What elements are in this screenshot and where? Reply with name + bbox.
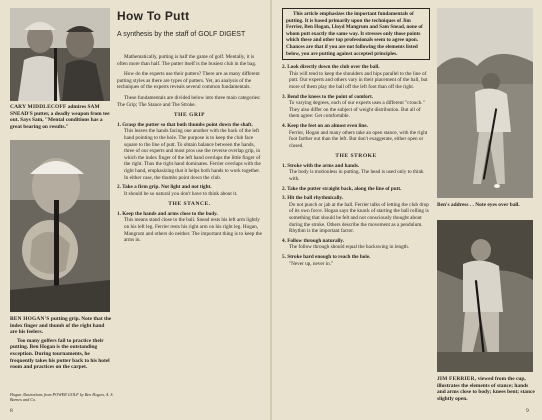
stroke-item	[282, 254, 430, 267]
stroke-item-lead: 2. Take the putter straight back, along the line of putt.	[282, 185, 402, 192]
stance-item-body: This will tend to keep the shoulders and hips parallel to the line of putt. Our experts and others vary in their placement of the ball, but more of them play the ball off the left foot than off the right.	[289, 70, 428, 90]
section-heading-stroke: THE STROKE	[335, 153, 377, 160]
article-title: How To Putt	[117, 9, 190, 23]
grip-item-lead: 2. Take a firm grip. Not light and not tight.	[117, 184, 212, 191]
stance-item	[282, 94, 430, 120]
stance-item-body: Ferrier, Hogan and many others take an open stance, with the right foot farther out than the left. But don't exaggerate, either open or closed.	[289, 129, 428, 149]
stroke-item-lead: 3. Hit the ball rhythmically.	[282, 195, 344, 202]
grip-item	[117, 184, 262, 197]
photo-hogan-grip	[10, 140, 110, 312]
stance-item	[282, 123, 430, 149]
caption-ferrier-text: viewed from the cup, illustrates the elements of stance; hands and arms close to body; knees bent; stance slightly open.	[437, 376, 535, 402]
stance-item	[282, 64, 430, 90]
grip-item-body: It should be so natural you don't have to think about it.	[124, 190, 238, 197]
stroke-item	[282, 163, 430, 183]
stroke-item	[282, 195, 430, 235]
stroke-item-lead: 5. Stroke hard enough to reach the hole.	[282, 254, 371, 260]
stroke-item	[282, 186, 430, 193]
stance-item-lead: 3. Bend the knees to the point of comfort.	[282, 93, 374, 100]
caption-middlecoff-name: CARY MIDDLECOFF	[10, 104, 67, 110]
caption-hogan-more: Too many golfers fail to practice their putting. Ben Hogan is the outstanding exception. During tournaments, he frequently takes his putter back to his hotel room and practices on the carpet.	[10, 337, 110, 371]
page-number-left: 8	[10, 408, 13, 414]
photo-credit: Hogan illustrations from POWER GOLF by Ben Hogan, A. S. Barnes and Co.	[10, 392, 114, 403]
caption-ferrier-name: JIM FERRIER,	[437, 376, 477, 382]
grip-item-body: This leaves the hands facing one another with the back of the left hand pointing to the hole. The purpose is to keep the club face square to the line of putt. To obtain balance between the hands, three of our experts and most pros use the reverse overlap grip, in which the index finger of the left hand overlaps the little finger of the right. Thus the right hand dominates. Ferrier overlaps with the right hand, emphasizing that it helps both hands to work together. In either case, the thumbs point down the club.	[124, 128, 261, 181]
section-heading-grip: THE GRIP	[173, 112, 206, 119]
stance-item-lead: 2. Look directly down the club over the ball.	[282, 64, 380, 71]
column-left-text	[117, 54, 262, 247]
photo-middlecoff-snead	[10, 8, 110, 101]
photo-ferrier	[437, 220, 533, 372]
page-spine	[270, 0, 272, 420]
stroke-item-body: "Never up, never in."	[289, 260, 334, 267]
page-number-right: 9	[526, 408, 529, 414]
intro-box: This article emphasizes the important fundamentals of putting. It is based primarily upon the techniques of Jim Ferrier, Ben Hogan, Lloyd Mangrum and Sam Snead, none of whom putt exactly the same way. It stresses only those points which these and other top professionals seem to agree upon. Chances are that if you are not following the elements listed below, you are putting against accepted principles.	[282, 8, 430, 60]
grip-item-lead: 1. Grasp the putter so that both thumbs point down the shaft.	[117, 121, 253, 128]
caption-hogan	[10, 316, 112, 371]
stroke-item	[282, 238, 430, 251]
stance-item-body: This means stand close to the ball. Snead rests his left arm lightly on his left leg. Ferrier rests his right arm on his right leg. Hogan, Mangrum and others do neither. The important thing is to keep the arms in.	[124, 217, 262, 244]
stance-item	[117, 211, 262, 244]
article-subtitle: A synthesis by the staff of GOLF DIGEST	[117, 31, 246, 38]
intro-paragraph: How do the experts use their putters? There are as many different putting styles as there are types of putters. Yet, an analysis of the techniques of the experts reveals several common fundamentals.	[117, 71, 260, 91]
stroke-item-body: The follow through should equal the backswing in length.	[289, 244, 410, 251]
stroke-item-body: Do not punch or jab at the ball. Ferrier talks of letting the club drop of its own force. Hogan says the knack of starting the ball rolling is something that should be felt and not consciously thought about during the stroke. Others describe the movement as a pendulum. Rhythm is the important factor.	[289, 201, 429, 235]
stance-item-lead: 4. Keep the feet on an almost even line.	[282, 122, 368, 129]
caption-address: Ben's address . . Note eyes over ball.	[437, 202, 520, 208]
caption-middlecoff-text: admires SAM SNEAD'S putter, a deadly weapon from tee out. Says Sam, "Mental conditions has a great bearing on results."	[10, 104, 110, 130]
caption-hogan-text: putting grip. Note that the index finger and thumb of the right hand are his feelers.	[10, 316, 112, 336]
intro-paragraph: Mathematically, putting is half the game of golf. Mentally, it is often more than half. The putter itself is the busiest club in the bag.	[117, 54, 257, 67]
column-right-text	[282, 8, 430, 270]
grip-item	[117, 122, 262, 181]
photo-hogan-address	[437, 8, 533, 198]
caption-hogan-name: BEN HOGAN'S	[10, 316, 50, 322]
stance-item-body: To varying degrees, each of our experts uses a different "crouch." They also differ on the subject of weight distribution. But all of them agree: Get comfortable.	[289, 100, 425, 120]
stroke-item-lead: 4. Follow through naturally.	[282, 237, 345, 244]
intro-paragraph: These fundamentals are divided below into three main categories: The Grip; The Stance and The Stroke.	[117, 94, 261, 108]
stance-item-lead: 1. Keep the hands and arms close to the body.	[117, 210, 218, 217]
caption-ferrier	[437, 376, 537, 402]
section-heading-stance: THE STANCE.	[168, 201, 211, 208]
stroke-item-body: The body is motionless in putting. The head is used only to think with.	[289, 169, 424, 183]
caption-middlecoff	[10, 104, 112, 130]
stroke-item-lead: 1. Stroke with the arms and hands.	[282, 162, 360, 169]
